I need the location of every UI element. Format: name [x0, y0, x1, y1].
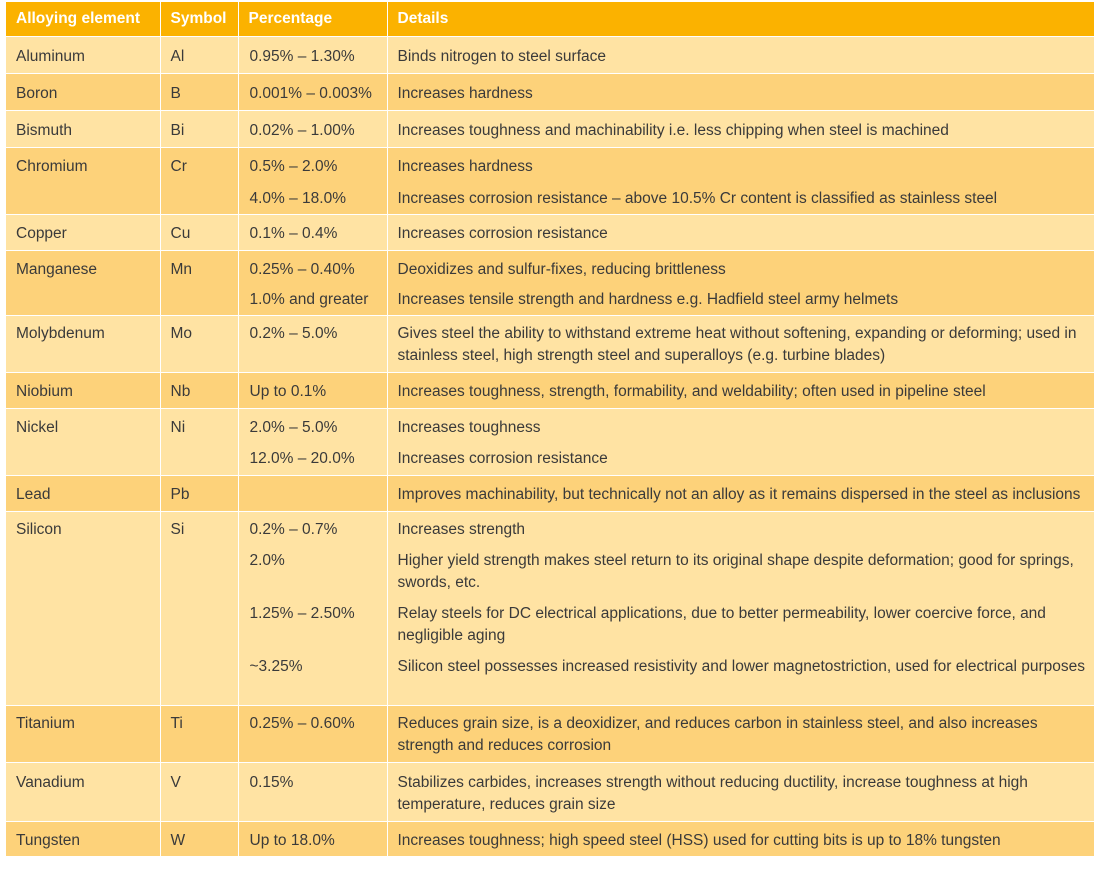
detail-text: Deoxidizes and sulfur-fixes, reducing brittleness	[397, 261, 726, 278]
cell-symbol: Si	[160, 512, 238, 706]
cell-symbol: Bi	[160, 111, 238, 148]
cell-percentage	[238, 74, 387, 111]
cell-percentage	[238, 476, 387, 512]
table-row	[6, 512, 1094, 706]
table-row	[6, 822, 1094, 857]
cell-percentage	[238, 316, 387, 373]
cell-element-name: Titanium	[6, 706, 160, 763]
cell-symbol: Mo	[160, 316, 238, 373]
cell-percentage	[238, 512, 387, 706]
cell-symbol: Mn	[160, 251, 238, 316]
percentage-value: 1.25% – 2.50%	[249, 605, 355, 622]
cell-details	[387, 111, 1094, 148]
alloying-elements-table	[6, 2, 1094, 857]
cell-element-name: Lead	[6, 476, 160, 512]
cell-element-name: Manganese	[6, 251, 160, 316]
detail-text: Increases corrosion resistance – above 10.5% Cr content is classified as stainless steel	[397, 190, 998, 207]
cell-percentage	[238, 215, 387, 251]
detail-text: Improves machinability, but technically not an alloy as it remains dispersed in the steel as inclusions	[397, 486, 1081, 503]
detail-text: Reduces grain size, is a deoxidizer, and reduces carbon in stainless steel, and also increases strength and reduces corrosion	[397, 715, 1038, 754]
cell-details	[387, 822, 1094, 857]
cell-details	[387, 148, 1094, 215]
cell-percentage	[238, 373, 387, 409]
cell-element-name: Silicon	[6, 512, 160, 706]
table-body	[6, 37, 1094, 857]
cell-element-name: Copper	[6, 215, 160, 251]
cell-percentage	[238, 251, 387, 316]
cell-details	[387, 215, 1094, 251]
detail-text: Binds nitrogen to steel surface	[397, 48, 607, 65]
percentage-value: 0.001% – 0.003%	[249, 85, 372, 102]
table-row	[6, 373, 1094, 409]
percentage-value: Up to 18.0%	[249, 832, 335, 849]
cell-element-name: Aluminum	[6, 37, 160, 74]
detail-text: Relay steels for DC electrical applications, due to better permeability, lower coercive force, and negligible aging	[397, 605, 1046, 644]
cell-percentage	[238, 409, 387, 476]
cell-symbol: B	[160, 74, 238, 111]
cell-symbol: V	[160, 763, 238, 822]
cell-symbol: Cu	[160, 215, 238, 251]
cell-element-name: Vanadium	[6, 763, 160, 822]
cell-symbol: Ni	[160, 409, 238, 476]
percentage-value: ~3.25%	[249, 658, 303, 675]
cell-details	[387, 316, 1094, 373]
percentage-value: 0.95% – 1.30%	[249, 48, 355, 65]
header-percentage: Percentage	[238, 2, 387, 37]
cell-details	[387, 251, 1094, 316]
cell-percentage	[238, 763, 387, 822]
cell-percentage	[238, 706, 387, 763]
detail-text: Gives steel the ability to withstand extreme heat without softening, expanding or deforming; used in stainless steel, high strength steel and superalloys (e.g. turbine blades)	[397, 325, 1077, 364]
percentage-value: Up to 0.1%	[249, 383, 327, 400]
detail-text: Silicon steel possesses increased resistivity and lower magnetostriction, used for electrical purposes	[397, 658, 1085, 675]
detail-text: Increases hardness	[397, 158, 533, 175]
cell-element-name: Molybdenum	[6, 316, 160, 373]
header-details: Details	[387, 2, 1094, 37]
cell-details	[387, 706, 1094, 763]
cell-percentage	[238, 822, 387, 857]
cell-element-name: Bismuth	[6, 111, 160, 148]
cell-element-name: Tungsten	[6, 822, 160, 857]
cell-symbol: Al	[160, 37, 238, 74]
detail-text: Increases strength	[397, 521, 526, 538]
detail-text: Increases toughness	[397, 419, 541, 436]
cell-details	[387, 512, 1094, 706]
percentage-value: 0.2% – 0.7%	[249, 521, 338, 538]
percentage-value: 0.1% – 0.4%	[249, 225, 338, 242]
table-row	[6, 215, 1094, 251]
cell-element-name: Niobium	[6, 373, 160, 409]
cell-symbol: Ti	[160, 706, 238, 763]
header-alloying-element: Alloying element	[6, 2, 160, 37]
detail-text: Increases toughness and machinability i.e. less chipping when steel is machined	[397, 122, 949, 139]
detail-text: Stabilizes carbides, increases strength without reducing ductility, increase toughness at high temperature, reduces grain size	[397, 774, 1028, 813]
table-row	[6, 316, 1094, 373]
table-row	[6, 74, 1094, 111]
table-row	[6, 763, 1094, 822]
table-row	[6, 111, 1094, 148]
percentage-value: 2.0%	[249, 552, 285, 569]
detail-text: Higher yield strength makes steel return to its original shape despite deformation; good for springs, swords, etc.	[397, 552, 1074, 591]
cell-details	[387, 763, 1094, 822]
cell-details	[387, 37, 1094, 74]
cell-element-name: Boron	[6, 74, 160, 111]
percentage-value: 12.0% – 20.0%	[249, 450, 355, 467]
table-row	[6, 148, 1094, 215]
alloy-table-container	[6, 2, 1094, 857]
cell-details	[387, 409, 1094, 476]
cell-percentage	[238, 111, 387, 148]
cell-details	[387, 373, 1094, 409]
table-row	[6, 706, 1094, 763]
detail-text: Increases toughness, strength, formability, and weldability; often used in pipeline steel	[397, 383, 986, 400]
detail-text: Increases tensile strength and hardness e.g. Hadfield steel army helmets	[397, 291, 899, 308]
detail-text: Increases corrosion resistance	[397, 225, 608, 242]
cell-symbol: Nb	[160, 373, 238, 409]
cell-details	[387, 74, 1094, 111]
percentage-value	[250, 484, 385, 506]
percentage-value: 1.0% and greater	[249, 291, 369, 308]
cell-percentage	[238, 148, 387, 215]
percentage-value: 0.2% – 5.0%	[249, 325, 338, 342]
percentage-value: 0.02% – 1.00%	[249, 122, 355, 139]
table-row	[6, 476, 1094, 512]
header-symbol: Symbol	[160, 2, 238, 37]
table-row	[6, 37, 1094, 74]
percentage-value: 2.0% – 5.0%	[249, 419, 338, 436]
cell-element-name: Nickel	[6, 409, 160, 476]
table-header-row	[6, 2, 1094, 37]
percentage-value: 0.25% – 0.40%	[249, 261, 355, 278]
cell-element-name: Chromium	[6, 148, 160, 215]
table-row	[6, 409, 1094, 476]
cell-symbol: Cr	[160, 148, 238, 215]
cell-symbol: W	[160, 822, 238, 857]
percentage-value: 0.5% – 2.0%	[249, 158, 338, 175]
cell-percentage	[238, 37, 387, 74]
cell-symbol: Pb	[160, 476, 238, 512]
percentage-value: 0.15%	[249, 774, 294, 791]
table-row	[6, 251, 1094, 316]
cell-details	[387, 476, 1094, 512]
detail-text: Increases corrosion resistance	[397, 450, 608, 467]
detail-text: Increases toughness; high speed steel (HSS) used for cutting bits is up to 18% tungsten	[397, 832, 1001, 849]
percentage-value: 4.0% – 18.0%	[249, 190, 347, 207]
detail-text: Increases hardness	[397, 85, 533, 102]
percentage-value: 0.25% – 0.60%	[249, 715, 355, 732]
